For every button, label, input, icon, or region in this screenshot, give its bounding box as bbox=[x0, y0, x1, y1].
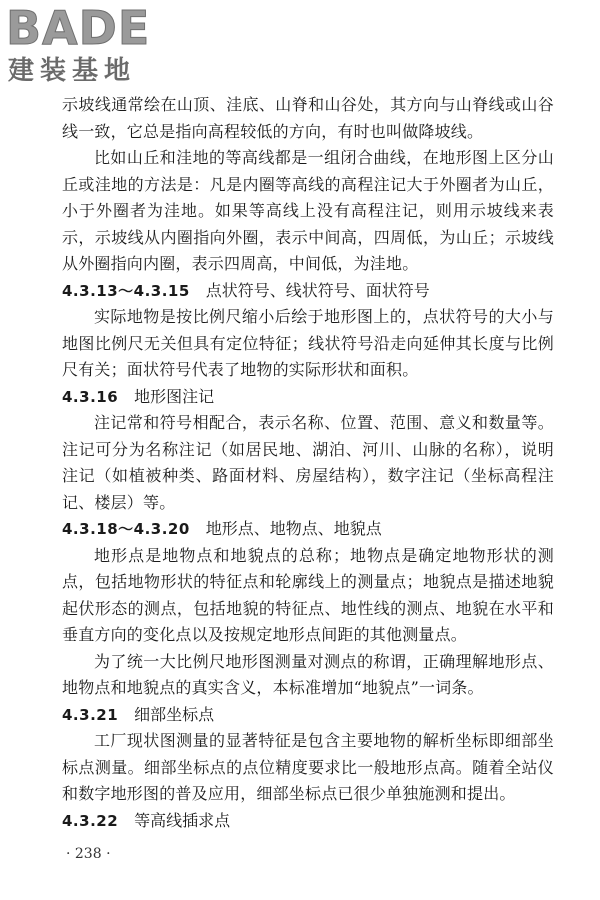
section-title: 点状符号、线状符号、面状符号 bbox=[205, 280, 430, 300]
section-number: 4.3.18～4.3.20 bbox=[62, 520, 190, 538]
section-heading bbox=[62, 808, 554, 835]
section-number: 4.3.22 bbox=[62, 811, 119, 830]
section-title: 地形图注记 bbox=[134, 386, 215, 406]
page-number: · 238 · bbox=[66, 846, 111, 862]
paragraph: 实际地物是按比例尺缩小后绘于地形图上的，点状符号的大小与地图比例尺无关但具有定位特征；线状符号沿走向延伸其长度与比例尺有关；面状符号代表了地物的实际形状和面积。 bbox=[62, 307, 554, 379]
bade-logo bbox=[6, 1, 178, 88]
logo-subtitle: 建装基地 bbox=[8, 56, 137, 86]
paragraph: 为了统一大比例尺地形图测量对测点的称谓，正确理解地形点、地物点和地貌点的真实含义，本标准增加“地貌点”一词条。 bbox=[62, 651, 554, 697]
section-title: 等高线插求点 bbox=[134, 810, 231, 830]
section-heading bbox=[62, 278, 554, 305]
section-number: 4.3.21 bbox=[62, 705, 119, 724]
section-number: 4.3.13～4.3.15 bbox=[62, 281, 190, 300]
paragraph: 示坡线通常绘在山顶、洼底、山脊和山谷处，其方向与山脊线或山谷线一致，它总是指向高程较低的方向，有时也叫做降坡线。 bbox=[62, 95, 554, 141]
paragraph: 比如山丘和洼地的等高线都是一组闭合曲线，在地形图上区分山丘或洼地的方法是：凡是内圈等高线的高程注记大于外圈者为山丘，小于外圈者为洼地。如果等高线上没有高程注记，则用示坡线来表示，示坡线从内圈指向外圈，表示中间高，四周低，为山丘；示坡线从外圈指向内圈，表示四周高，中间低，为洼地。 bbox=[62, 148, 554, 273]
section-heading bbox=[62, 516, 554, 543]
paragraph: 地形点是地物点和地貌点的总称；地物点是确定地物形状的测点，包括地物形状的特征点和轮廓线上的测量点；地貌点是描述地貌起伏形态的测点，包括地貌的特征点、地性线的测点、地貌在水平和垂直方向的变化点以及按规定地形点间距的其他测量点。 bbox=[62, 545, 554, 644]
paragraph: 注记常和符号相配合，表示名称、位置、范围、意义和数量等。注记可分为名称注记（如居民地、湖泊、河川、山脉的名称），说明注记（如植被种类、路面材料、房屋结构），数字注记（坐标高程注记、楼层）等。 bbox=[62, 413, 554, 512]
section-heading bbox=[62, 384, 554, 411]
page-body bbox=[62, 92, 554, 834]
section-title: 细部坐标点 bbox=[134, 704, 215, 724]
logo-wordmark: BADE bbox=[6, 1, 151, 55]
paragraph: 工厂现状图测量的显著特征是包含主要地物的解析坐标即细部坐标点测量。细部坐标点的点位精度要求比一般地形点高。随着全站仪和数字地形图的普及应用，细部坐标点已很少单独施测和提出。 bbox=[62, 731, 554, 803]
section-title: 地形点、地物点、地貌点 bbox=[205, 519, 382, 538]
section-number: 4.3.16 bbox=[62, 387, 119, 406]
section-heading bbox=[62, 702, 554, 729]
